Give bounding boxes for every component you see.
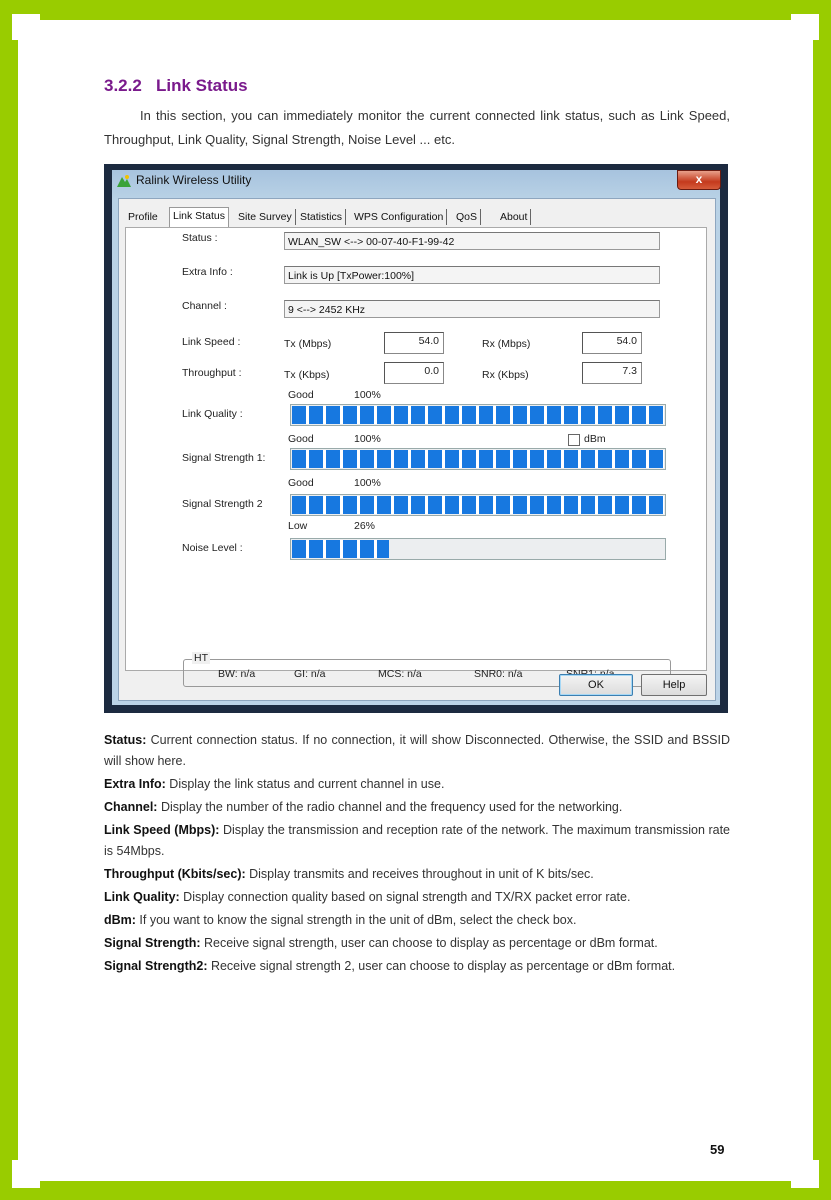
tab-profile[interactable]: Profile	[128, 211, 158, 223]
desc-term: Signal Strength2:	[104, 959, 208, 973]
desc-status	[104, 730, 730, 772]
ht-title: HT	[194, 652, 208, 664]
window-frame	[112, 170, 720, 705]
signal-strength-1-meter	[290, 448, 666, 470]
help-button[interactable]: Help	[641, 674, 707, 696]
desc-text: Display the link status and current channel in use.	[165, 777, 445, 791]
desc-text: If you want to know the signal strength in the unit of dBm, select the check box.	[135, 913, 577, 927]
signal-strength-2-label: Signal Strength 2	[182, 498, 263, 510]
link-speed-tx-label: Tx (Mbps)	[284, 338, 332, 350]
desc-text: Display transmits and receives throughout in unit of K bits/sec.	[245, 867, 594, 881]
ht-mcs: MCS: n/a	[378, 668, 422, 680]
noise-level-meter	[290, 538, 666, 560]
throughput-tx-label: Tx (Kbps)	[284, 369, 330, 381]
signal-strength-2-level: Good	[288, 477, 314, 489]
ht-gi: GI: n/a	[294, 668, 326, 680]
status-label: Status :	[182, 232, 218, 244]
desc-term: Status:	[104, 733, 147, 747]
link-speed-rx-label: Rx (Mbps)	[482, 338, 531, 350]
ht-snr0: SNR0: n/a	[474, 668, 523, 680]
desc-link-quality	[104, 887, 730, 908]
desc-signal-strength	[104, 933, 730, 954]
tab-statistics[interactable]: Statistics	[297, 209, 346, 225]
dbm-label: dBm	[584, 433, 606, 445]
throughput-tx-value: 0.0	[384, 362, 444, 384]
noise-level-label: Noise Level :	[182, 542, 243, 554]
page-frame-right-inner	[813, 40, 819, 1160]
ralink-app-icon	[116, 174, 132, 188]
desc-term: Link Quality:	[104, 890, 180, 904]
desc-signal-strength-2	[104, 956, 730, 977]
link-quality-percent: 100%	[354, 389, 381, 401]
tab-wps-configuration[interactable]: WPS Configuration	[351, 209, 447, 225]
link-speed-tx-value: 54.0	[384, 332, 444, 354]
section-heading	[104, 76, 248, 96]
utility-window	[104, 164, 728, 713]
channel-label: Channel :	[182, 300, 227, 312]
window-title: Ralink Wireless Utility	[136, 173, 252, 187]
desc-dbm	[104, 910, 730, 931]
signal-strength-2-meter	[290, 494, 666, 516]
dbm-checkbox[interactable]	[568, 434, 580, 446]
section-title: Link Status	[155, 76, 248, 95]
intro-paragraph: In this section, you can immediately monitor the current connected link status, such as Link Speed, Throughput, Link Quality, Signal Strength, Noise Level ... etc.	[104, 108, 730, 147]
status-field: WLAN_SW <--> 00-07-40-F1-99-42	[284, 232, 660, 250]
tab-site-survey[interactable]: Site Survey	[235, 209, 296, 225]
page-frame-top-inner	[40, 14, 791, 20]
desc-text: Current connection status. If no connection, it will show Disconnected. Otherwise, the SSID and BSSID will show here.	[104, 733, 730, 768]
page-frame-bottom-inner	[40, 1181, 791, 1188]
tab-link-status[interactable]: Link Status	[169, 207, 229, 227]
link-quality-fill	[292, 406, 664, 424]
signal-strength-1-level: Good	[288, 433, 314, 445]
page-frame-bottom	[0, 1188, 831, 1200]
page-frame-left-inner	[12, 40, 18, 1160]
desc-text: Receive signal strength 2, user can choose to display as percentage or dBm format.	[207, 959, 676, 973]
desc-term: Throughput (Kbits/sec):	[104, 867, 246, 881]
link-quality-meter	[290, 404, 666, 426]
page-frame-right	[819, 0, 831, 1200]
desc-text: Display the number of the radio channel and the frequency used for the networking.	[157, 800, 623, 814]
desc-text: Display the transmission and reception rate of the network. The maximum transmission rate is 54Mbps.	[104, 823, 730, 858]
ht-bw: BW: n/a	[218, 668, 256, 680]
desc-link-speed	[104, 820, 730, 862]
signal-strength-2-percent: 100%	[354, 477, 381, 489]
close-button[interactable]: x	[677, 170, 721, 190]
page-number: 59	[710, 1142, 725, 1157]
desc-text: Display connection quality based on signal strength and TX/RX packet error rate.	[179, 890, 631, 904]
throughput-rx-value: 7.3	[582, 362, 642, 384]
tab-about[interactable]: About	[497, 209, 531, 225]
link-speed-rx-value: 54.0	[582, 332, 642, 354]
noise-level-level: Low	[288, 520, 308, 532]
noise-level-fill	[292, 540, 389, 558]
channel-field: 9 <--> 2452 KHz	[284, 300, 660, 318]
page-frame-top	[0, 0, 831, 14]
desc-term: Channel:	[104, 800, 158, 814]
descriptions	[104, 730, 730, 979]
noise-level-percent: 26%	[354, 520, 376, 532]
desc-term: Link Speed (Mbps):	[104, 823, 220, 837]
page-frame-left	[0, 0, 12, 1200]
signal-strength-2-fill	[292, 496, 664, 514]
link-quality-label: Link Quality :	[182, 408, 243, 420]
signal-strength-1-fill	[292, 450, 664, 468]
desc-term: Extra Info:	[104, 777, 166, 791]
desc-channel	[104, 797, 730, 818]
desc-text: Receive signal strength, user can choose to display as percentage or dBm format.	[200, 936, 658, 950]
desc-term: dBm:	[104, 913, 136, 927]
extra-info-field: Link is Up [TxPower:100%]	[284, 266, 660, 284]
link-quality-level: Good	[288, 389, 314, 401]
signal-strength-1-label: Signal Strength 1:	[182, 452, 266, 464]
link-status-panel	[125, 227, 707, 671]
extra-info-label: Extra Info :	[182, 266, 233, 278]
desc-throughput	[104, 864, 730, 885]
desc-extra-info	[104, 774, 730, 795]
tab-qos[interactable]: QoS	[453, 209, 481, 225]
link-speed-label: Link Speed :	[182, 336, 241, 348]
window-client-area	[118, 198, 716, 701]
signal-strength-1-percent: 100%	[354, 433, 381, 445]
ok-button[interactable]: OK	[559, 674, 633, 696]
throughput-rx-label: Rx (Kbps)	[482, 369, 529, 381]
section-number: 3.2.2	[104, 76, 142, 95]
desc-term: Signal Strength:	[104, 936, 201, 950]
throughput-label: Throughput :	[182, 367, 242, 379]
